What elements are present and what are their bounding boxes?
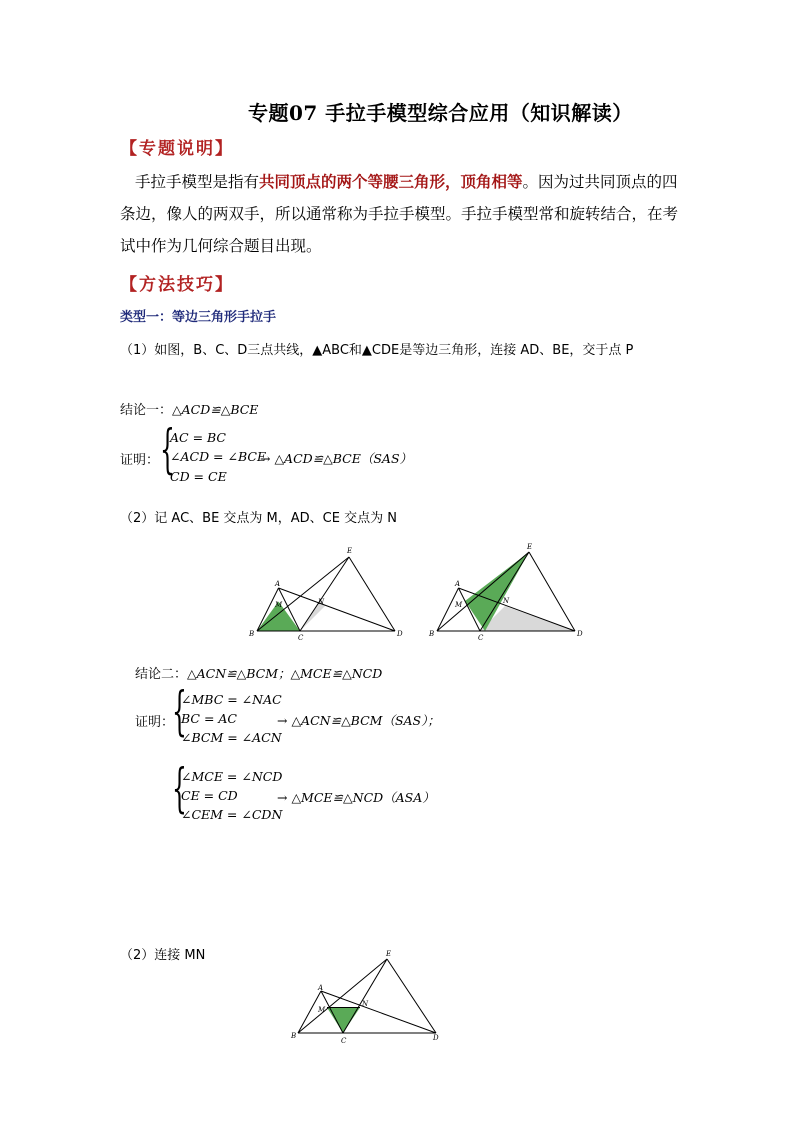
figure-2-label-d: D [577, 630, 583, 638]
figure-3 [288, 945, 448, 1045]
conclusion-2 [135, 663, 382, 682]
figure-3-line-ce [343, 959, 387, 1033]
figure-2 [425, 540, 590, 640]
section-heading-explain: 【专题说明】 [120, 139, 234, 159]
type-heading: 类型一：等边三角形手拉手 [120, 310, 277, 325]
item-3-text: （2）连接 MN [120, 948, 206, 963]
figure-2-label-a: A [455, 580, 461, 588]
conclusion-1 [120, 399, 258, 418]
figure-1-label-a: A [275, 580, 281, 588]
intro-paragraph [120, 166, 680, 262]
proof-2a-brace: { [172, 682, 187, 742]
figure-2-line-ba [437, 588, 459, 631]
figure-1-label-d: D [397, 630, 403, 638]
proof-1-brace: { [160, 420, 175, 480]
item-2-text: （2）记 AC、BE 交点为 M，AD、CE 交点为 N [120, 511, 397, 526]
figure-1-label-e: E [347, 547, 353, 555]
proof-2b-line-1: ∠MCE = ∠NCD [181, 769, 283, 784]
figure-3-label-n: N [362, 1000, 369, 1008]
figure-1-label-b: B [249, 630, 255, 638]
figure-1-label-m: M [275, 601, 283, 609]
figure-1-line-ce [300, 557, 349, 631]
conclusion-2-text: △ACN≌△BCM；△MCE≌△NCD [187, 666, 383, 681]
proof-1-line-1: AC = BC [170, 430, 226, 445]
section-heading-method: 【方法技巧】 [120, 275, 234, 295]
figure-1-line-ed [349, 557, 395, 631]
figure-3-line-ed [387, 959, 436, 1033]
proof-2b-brace: { [172, 759, 187, 819]
proof-1-result: → △ACD≌△BCE（SAS） [260, 451, 413, 466]
proof-2b-line-3: ∠CEM = ∠CDN [181, 807, 283, 822]
conclusion-2-label: 结论二： [135, 667, 188, 682]
figure-3-label-e: E [386, 950, 392, 958]
page-title: 专题07 手拉手模型综合应用（知识解读） [248, 101, 633, 125]
proof-2b-line-2: CE = CD [181, 788, 238, 803]
proof-2b-result: → △MCE≌△NCD（ASA） [277, 790, 435, 805]
figure-3-label-d: D [433, 1034, 439, 1042]
figure-1-line-be [257, 557, 349, 631]
proof-2a-line-2: BC = AC [181, 711, 237, 726]
proof-2a-result: → △ACN≌△BCM（SAS）； [277, 713, 440, 728]
proof-1-label: 证明： [120, 453, 160, 468]
figure-1-label-n: N [318, 598, 325, 606]
proof-2a-line-3: ∠BCM = ∠ACN [181, 730, 282, 745]
figure-1-line-ad [279, 588, 396, 631]
figure-1-label-c: C [298, 634, 304, 640]
figure-2-label-b: B [429, 630, 435, 638]
figure-2-label-m: M [455, 601, 463, 609]
item-1-text: （1）如图，B、C、D三点共线，▲ABC和▲CDE是等边三角形，连接 AD、BE，交于点 P [120, 343, 634, 358]
figure-3-label-b: B [291, 1032, 297, 1040]
figure-1 [245, 540, 410, 640]
proof-2a-label: 证明： [135, 715, 175, 730]
proof-1-line-2: ∠ACD = ∠BCE [170, 449, 267, 464]
figure-3-label-m: M [318, 1006, 326, 1014]
figure-2-label-e: E [527, 543, 533, 551]
intro-text-post: 。因为过共同顶点的四条边，像人的两双手，所以通常称为手拉手模型。手拉手模型常和旋转结合，在考试中作为几何综合题目出现。 [120, 173, 679, 255]
conclusion-1-label: 结论一： [120, 403, 173, 418]
proof-2a-line-1: ∠MBC = ∠NAC [181, 692, 282, 707]
intro-highlight: 共同顶点的两个等腰三角形，顶角相等 [259, 173, 523, 191]
figure-2-label-c: C [478, 634, 484, 640]
figure-3-label-a: A [318, 984, 324, 992]
proof-1-line-3: CD = CE [170, 469, 227, 484]
conclusion-1-text: △ACD≌△BCE [172, 402, 259, 417]
figure-2-label-n: N [503, 597, 510, 605]
intro-text-pre: 手拉手模型是指有 [135, 173, 260, 191]
figure-3-label-c: C [341, 1037, 347, 1045]
